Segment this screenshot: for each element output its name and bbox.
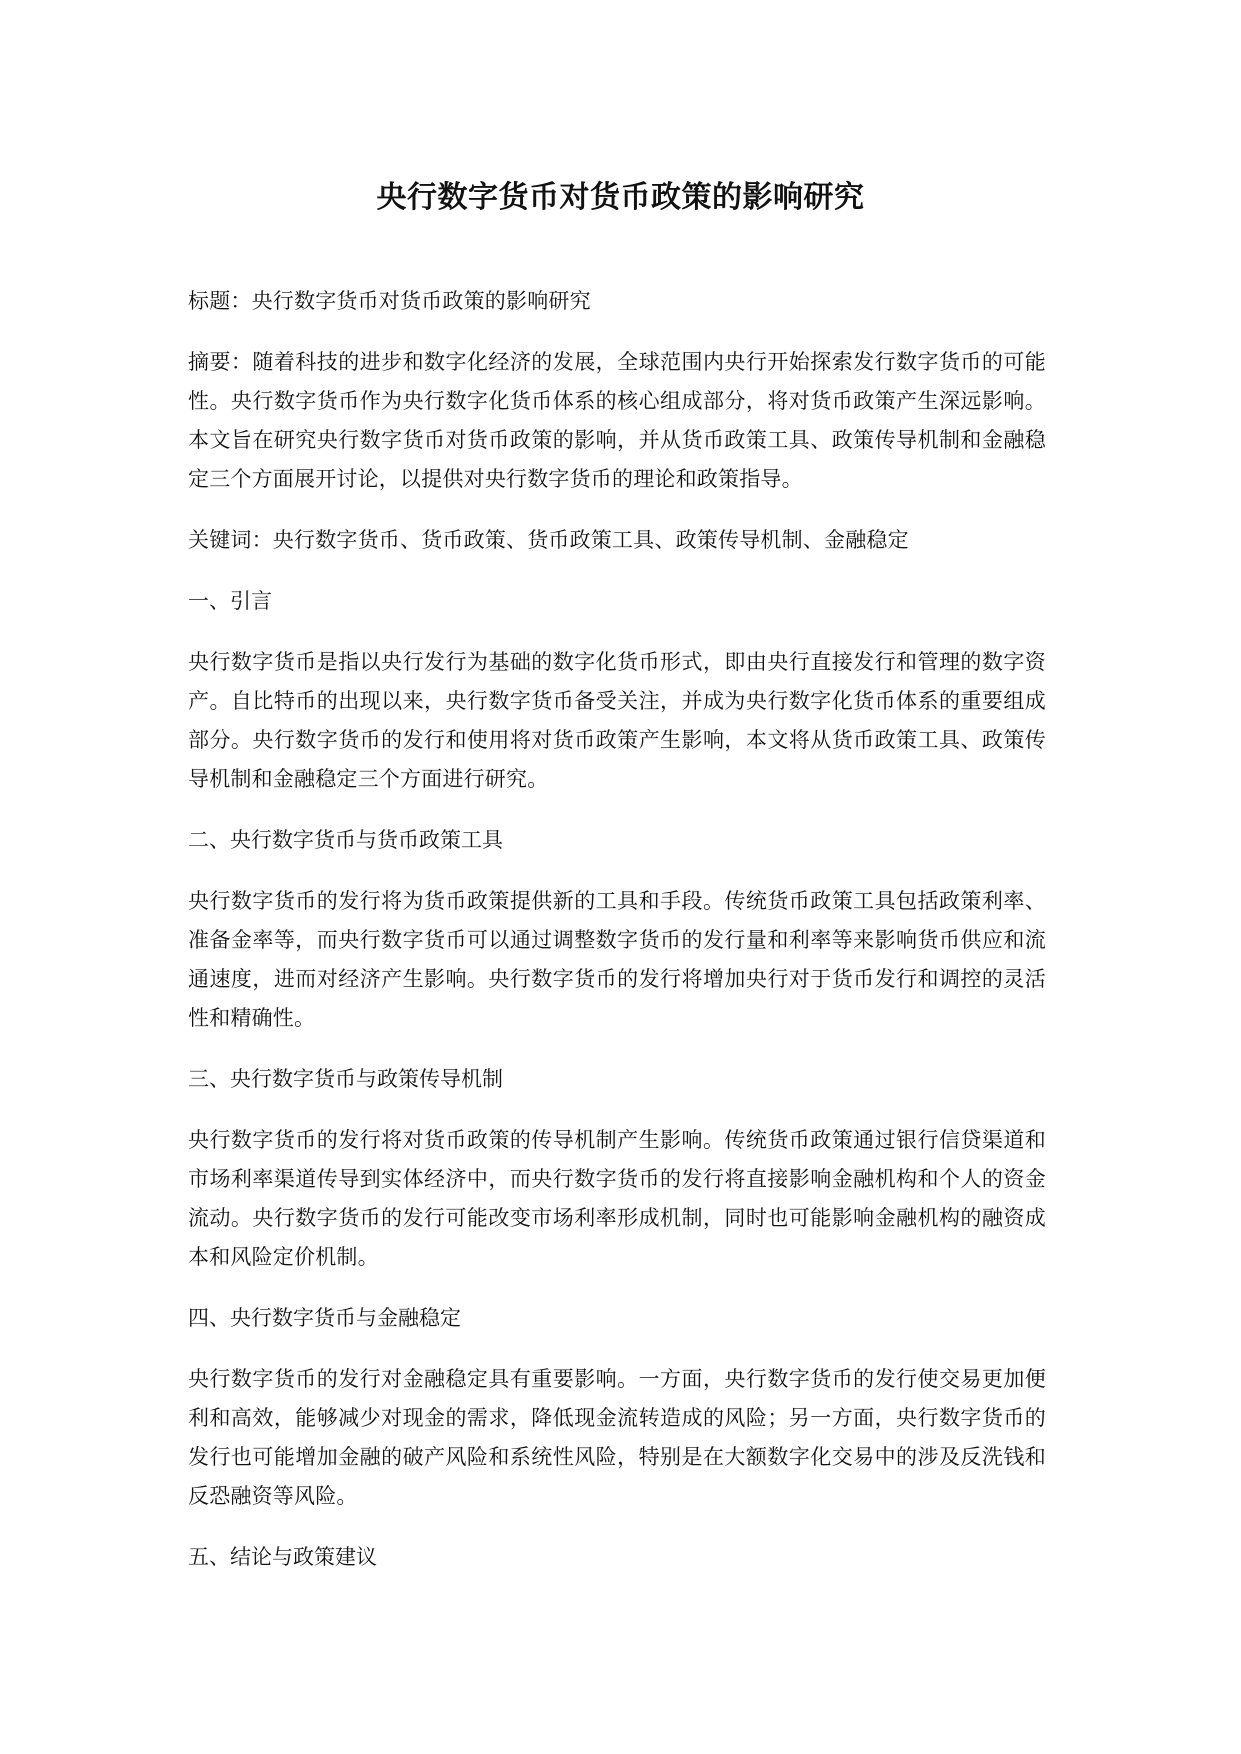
section-body-introduction: 央行数字货币是指以央行发行为基础的数字化货币形式，即由央行直接发行和管理的数字资产。自比特币的出现以来，央行数字货币备受关注，并成为央行数字化货币体系的重要组成部分。央行数字货币的发行和使用将对货币政策产生影响，本文将从货币政策工具、政策传导机制和金融稳定三个方面进行研究。 <box>188 650 1046 791</box>
keywords-paragraph: 关键词：央行数字货币、货币政策、货币政策工具、政策传导机制、金融稳定 <box>188 528 909 552</box>
section-heading-policy-tools: 二、央行数字货币与货币政策工具 <box>188 828 503 852</box>
section-body-policy-tools: 央行数字货币的发行将为货币政策提供新的工具和手段。传统货币政策工具包括政策利率、准备金率等，而央行数字货币可以通过调整数字货币的发行量和利率等来影响货币供应和流通速度，进而对经济产生影响。央行数字货币的发行将增加央行对于货币发行和调控的灵活性和精确性。 <box>188 889 1046 1030</box>
document-title: 央行数字货币对货币政策的影响研究 <box>376 180 865 215</box>
section-body-financial-stability: 央行数字货币的发行对金融稳定具有重要影响。一方面，央行数字货币的发行使交易更加便利和高效，能够减少对现金的需求，降低现金流转造成的风险；另一方面，央行数字货币的发行也可能增加金融的破产风险和系统性风险，特别是在大额数字化交易中的涉及反洗钱和反恐融资等风险。 <box>188 1367 1046 1508</box>
section-heading-introduction: 一、引言 <box>188 589 272 613</box>
title-line: 标题：央行数字货币对货币政策的影响研究 <box>188 289 591 313</box>
document-body <box>188 282 1046 1599</box>
abstract-paragraph: 摘要：随着科技的进步和数字化经济的发展，全球范围内央行开始探索发行数字货币的可能性。央行数字货币作为央行数字化货币体系的核心组成部分，将对货币政策产生深远影响。本文旨在研究央行数字货币对货币政策的影响，并从货币政策工具、政策传导机制和金融稳定三个方面展开讨论，以提供对央行数字货币的理论和政策指导。 <box>188 350 1046 491</box>
section-heading-conclusion: 五、结论与政策建议 <box>188 1545 377 1569</box>
section-heading-transmission: 三、央行数字货币与政策传导机制 <box>188 1067 503 1091</box>
section-body-transmission: 央行数字货币的发行将对货币政策的传导机制产生影响。传统货币政策通过银行信贷渠道和市场利率渠道传导到实体经济中，而央行数字货币的发行将直接影响金融机构和个人的资金流动。央行数字货币的发行可能改变市场利率形成机制，同时也可能影响金融机构的融资成本和风险定价机制。 <box>188 1128 1046 1269</box>
section-heading-financial-stability: 四、央行数字货币与金融稳定 <box>188 1306 461 1330</box>
